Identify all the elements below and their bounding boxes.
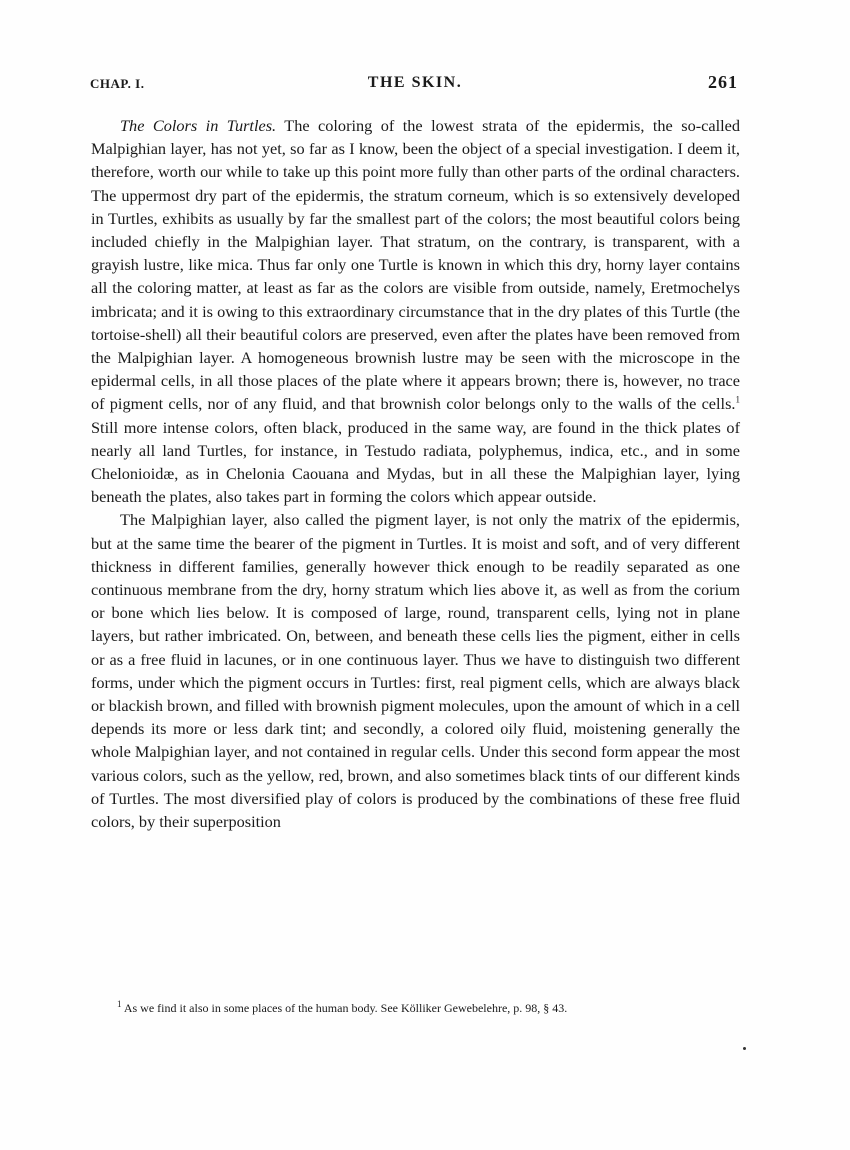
footnote [91, 1000, 740, 1016]
footnote-reference: 1 [735, 395, 740, 406]
side-heading: The Colors in Turtles. [120, 116, 277, 135]
paragraph-text: The Malpighian layer, also called the pigment layer, is not only the matrix of the epidermis, but at the same time the bearer of the pigment in Turtles. It is moist and soft, and of very different thickness in different families, generally however thick enough to be readily separated as one continuous membrane from the dry, horny stratum which lies above it, as well as from the corium or bone which lies below. It is composed of large, round, transparent cells, lying not in plane layers, but rather imbricated. On, between, and beneath these cells lies the pigment, either in cells or as a free fluid in lacunes, or in one continuous layer. Thus we have to distinguish two different forms, under which the pigment occurs in Turtles: first, real pigment cells, which are always black or blackish brown, and filled with brownish pigment molecules, upon the amount of which in a cell depends its more or less dark tint; and secondly, a colored oily fluid, moistening generally the whole Malpighian layer, and not contained in regular cells. Under this second form appear the most various colors, such as the yellow, red, brown, and also sometimes black tints of our different kinds of Turtles. The most diversified play of colors is produced by the combinations of these free fluid colors, by their superposition [91, 510, 740, 832]
footnote-text: As we find it also in some places of the human body. See Kölliker Gewebelehre, p. 98, § 43. [121, 1001, 568, 1015]
running-header [90, 72, 740, 100]
paragraph [91, 114, 740, 508]
paragraph-text: The coloring of the lowest strata of the epidermis, the so-called Malpighian layer, has not yet, so far as I know, been the object of a special investigation. I deem it, therefore, worth our while to take up this point more fully than other parts of the ordinal characters. The uppermost dry part of the epidermis, the stratum corneum, which is so extensively developed in Turtles, exhibits as usually by far the smallest part of the colors; the most beautiful colors being included chiefly in the Malpighian layer. That stratum, on the contrary, is transparent, with a grayish lustre, like mica. Thus far only one Turtle is known in which this dry, horny layer contains all the coloring matter, at least as far as the colors are visible from outside, namely, Eretmochelys imbricata; and it is owing to this extraordinary circumstance that in the dry plates of this Turtle (the tortoise-shell) all their beautiful colors are preserved, even after the plates have been removed from the Malpighian layer. A homogeneous brownish lustre may be seen with the microscope in the epidermal cells, in all those places of the plate where it appears brown; there is, however, no trace of pigment cells, nor of any fluid, and that brownish color belongs only to the walls of the cells. [91, 116, 740, 414]
footnote-mark: 1 [117, 999, 122, 1009]
scan-speck [743, 1047, 746, 1050]
paragraph [91, 508, 740, 833]
body-text [91, 114, 740, 833]
page-number: 261 [708, 72, 738, 92]
chapter-label: CHAP. I. [90, 76, 145, 91]
paragraph-text-continued: Still more intense colors, often black, produced in the same way, are found in the thick plates of nearly all land Turtles, for instance, in Testudo radiata, polyphemus, indica, etc., and in some Chelonioidæ, as in Chelonia Caouana and Mydas, but in all these the Malpighian layer, lying beneath the plates, also takes part in forming the colors which appear outside. [91, 417, 740, 507]
page-title: THE SKIN. [367, 74, 463, 91]
